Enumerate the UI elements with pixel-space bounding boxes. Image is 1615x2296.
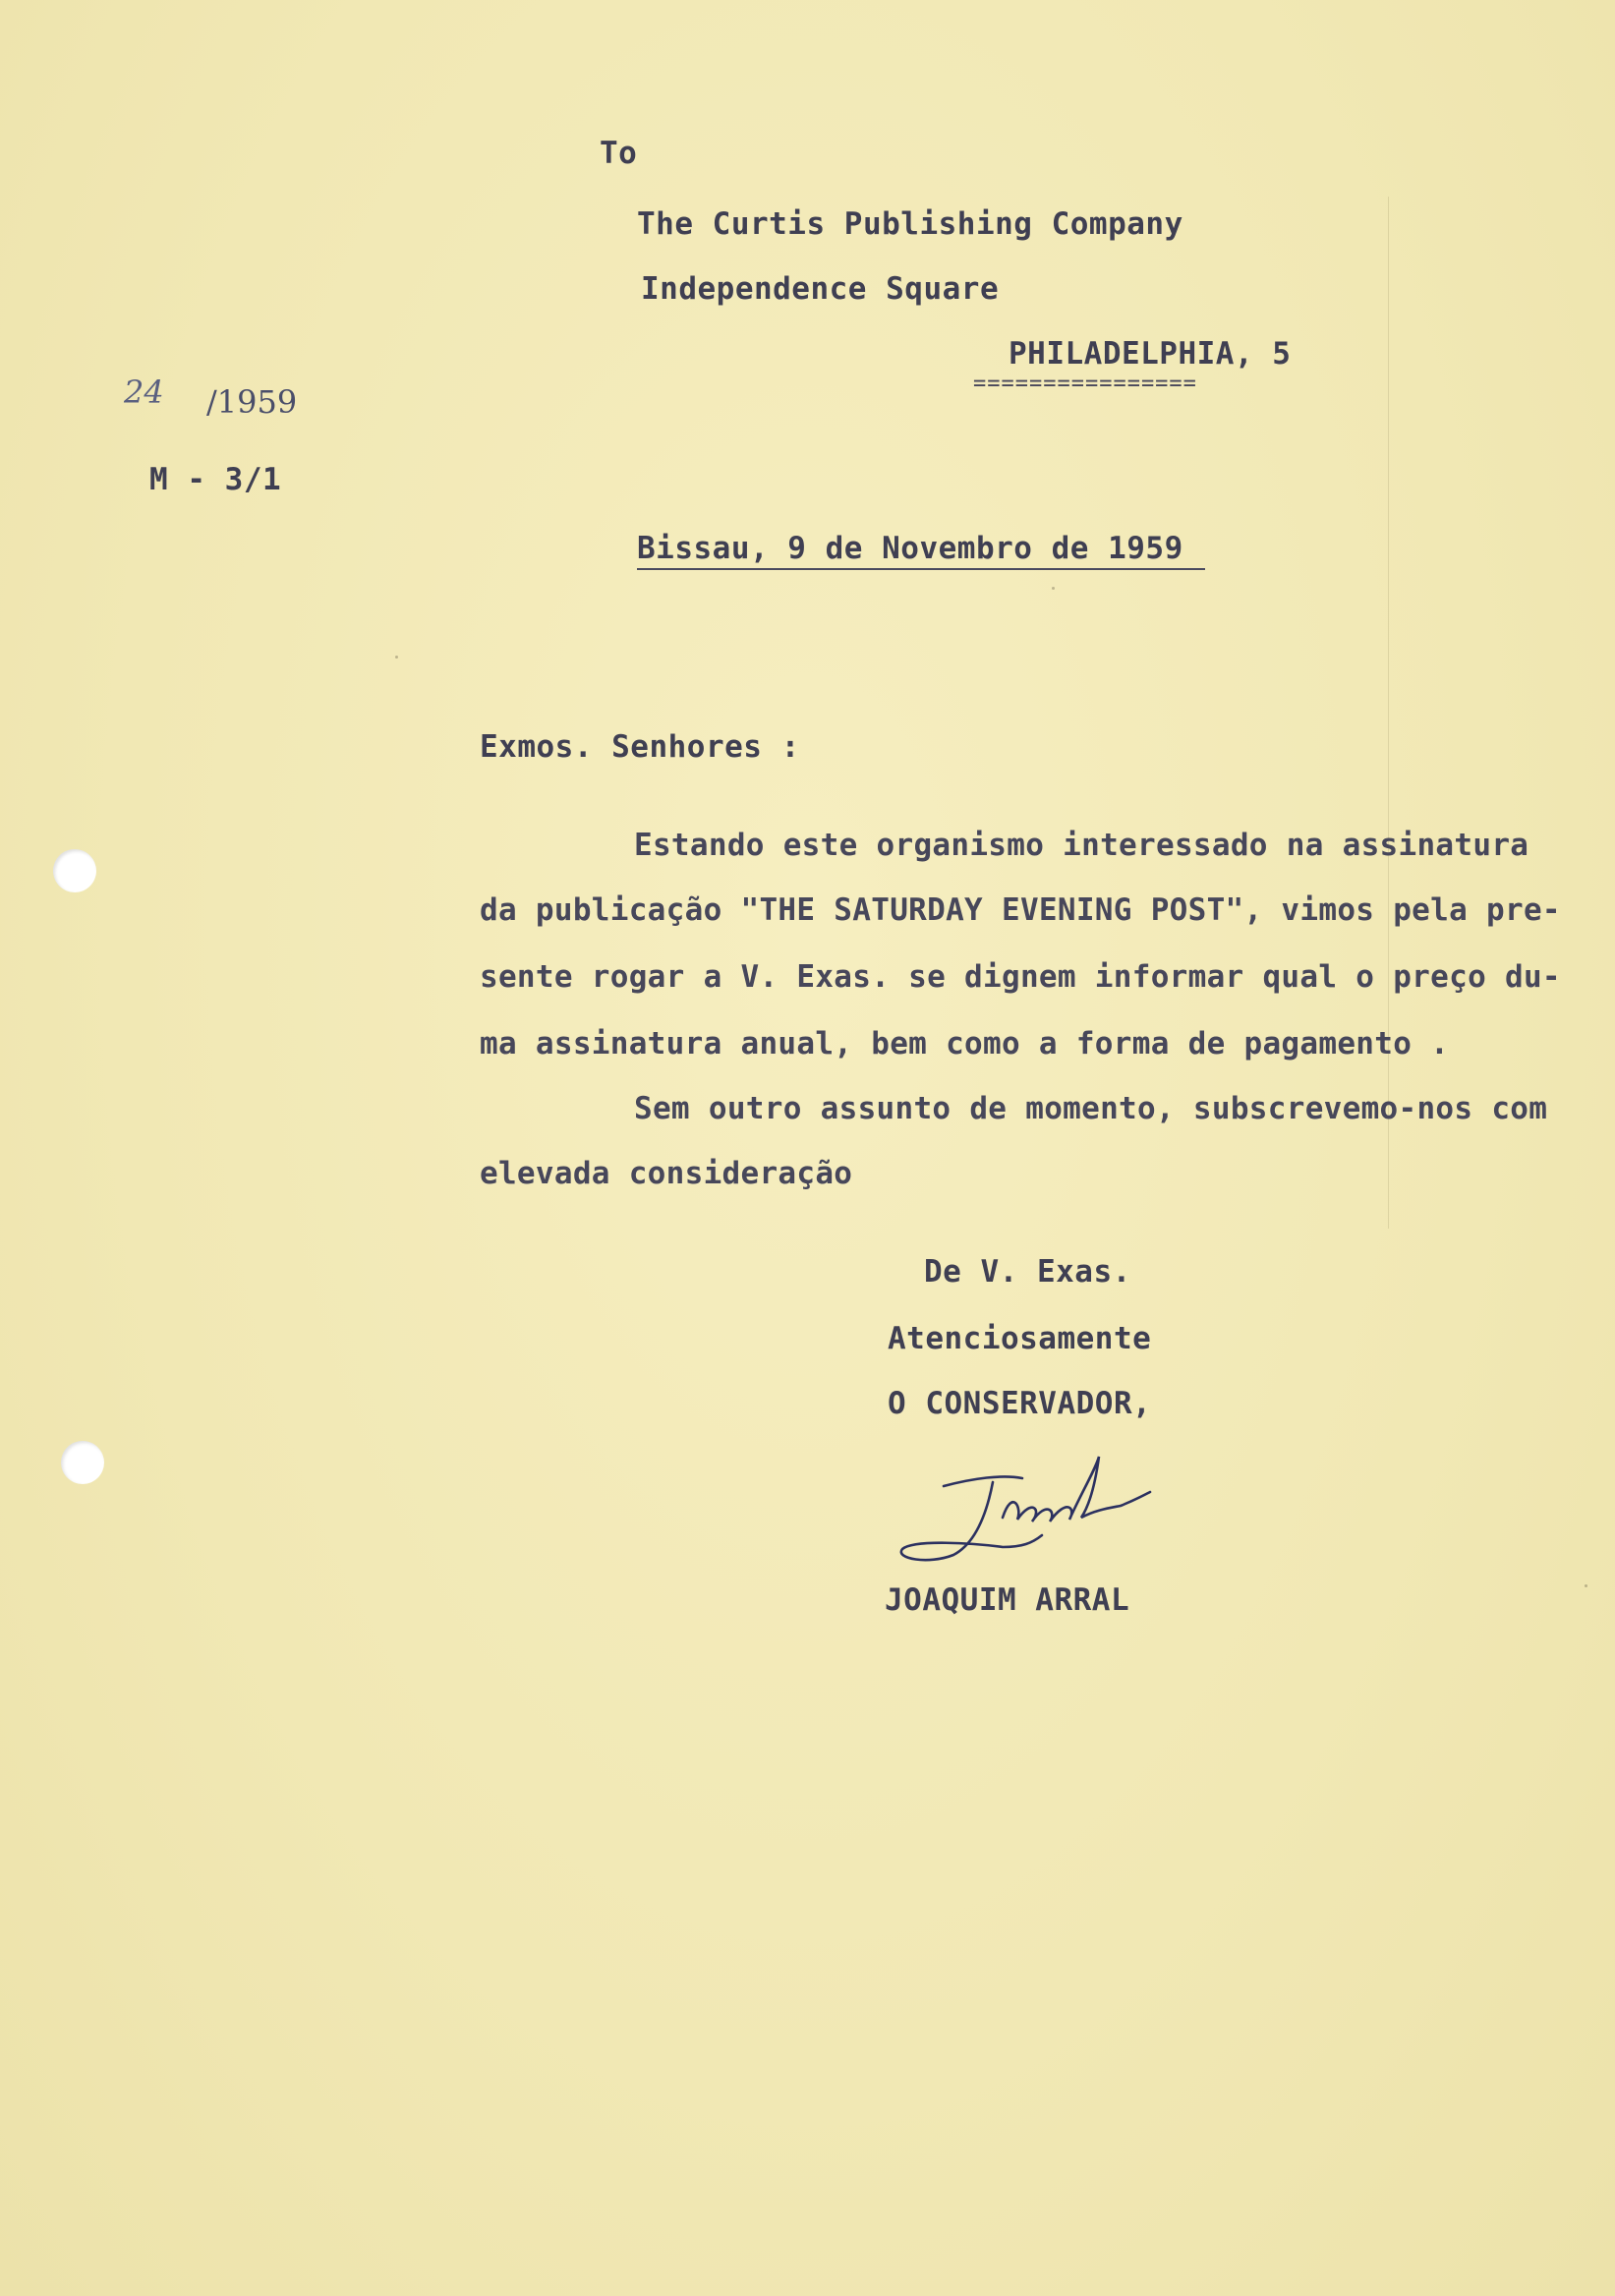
addressee-company: The Curtis Publishing Company: [637, 206, 1183, 242]
body-line-5: Sem outro assunto de momento, subscrevemo-nos com: [634, 1091, 1548, 1126]
punch-hole-bottom: [61, 1441, 104, 1484]
paper-speck: [1585, 1584, 1587, 1587]
addressee-to: To: [600, 136, 638, 171]
salutation: Exmos. Senhores :: [480, 729, 800, 765]
closing-line-1: De V. Exas.: [924, 1254, 1131, 1290]
signatory-name: JOAQUIM ARRAL: [885, 1582, 1130, 1618]
paper-fold-line: [1388, 197, 1389, 1229]
paper-speck: [395, 656, 398, 659]
reference-number: /1959: [206, 383, 298, 421]
paper-speck: [1052, 587, 1055, 590]
addressee-city: PHILADELPHIA, 5: [1009, 336, 1292, 372]
closing-line-2: Atenciosamente: [888, 1321, 1152, 1356]
reference-handwritten-number: 24: [124, 373, 164, 411]
place-date: Bissau, 9 de Novembro de 1959: [637, 531, 1183, 566]
body-line-6: elevada consideração: [480, 1156, 853, 1191]
body-line-3: sente rogar a V. Exas. se dignem informar qual o preço du-: [480, 959, 1561, 995]
addressee-city-rule: ================: [973, 372, 1197, 396]
closing-line-3: O CONSERVADOR,: [888, 1386, 1152, 1421]
handwritten-signature: [885, 1449, 1180, 1577]
body-line-4: ma assinatura anual, bem como a forma de pagamento .: [480, 1026, 1450, 1062]
place-date-underline: [637, 568, 1205, 570]
reference-file-code: M - 3/1: [149, 462, 282, 497]
punch-hole-top: [53, 849, 96, 892]
body-line-2: da publicação "THE SATURDAY EVENING POST", vimos pela pre-: [480, 892, 1561, 928]
addressee-street: Independence Square: [641, 271, 1000, 307]
body-line-1: Estando este organismo interessado na assinatura: [634, 828, 1529, 863]
